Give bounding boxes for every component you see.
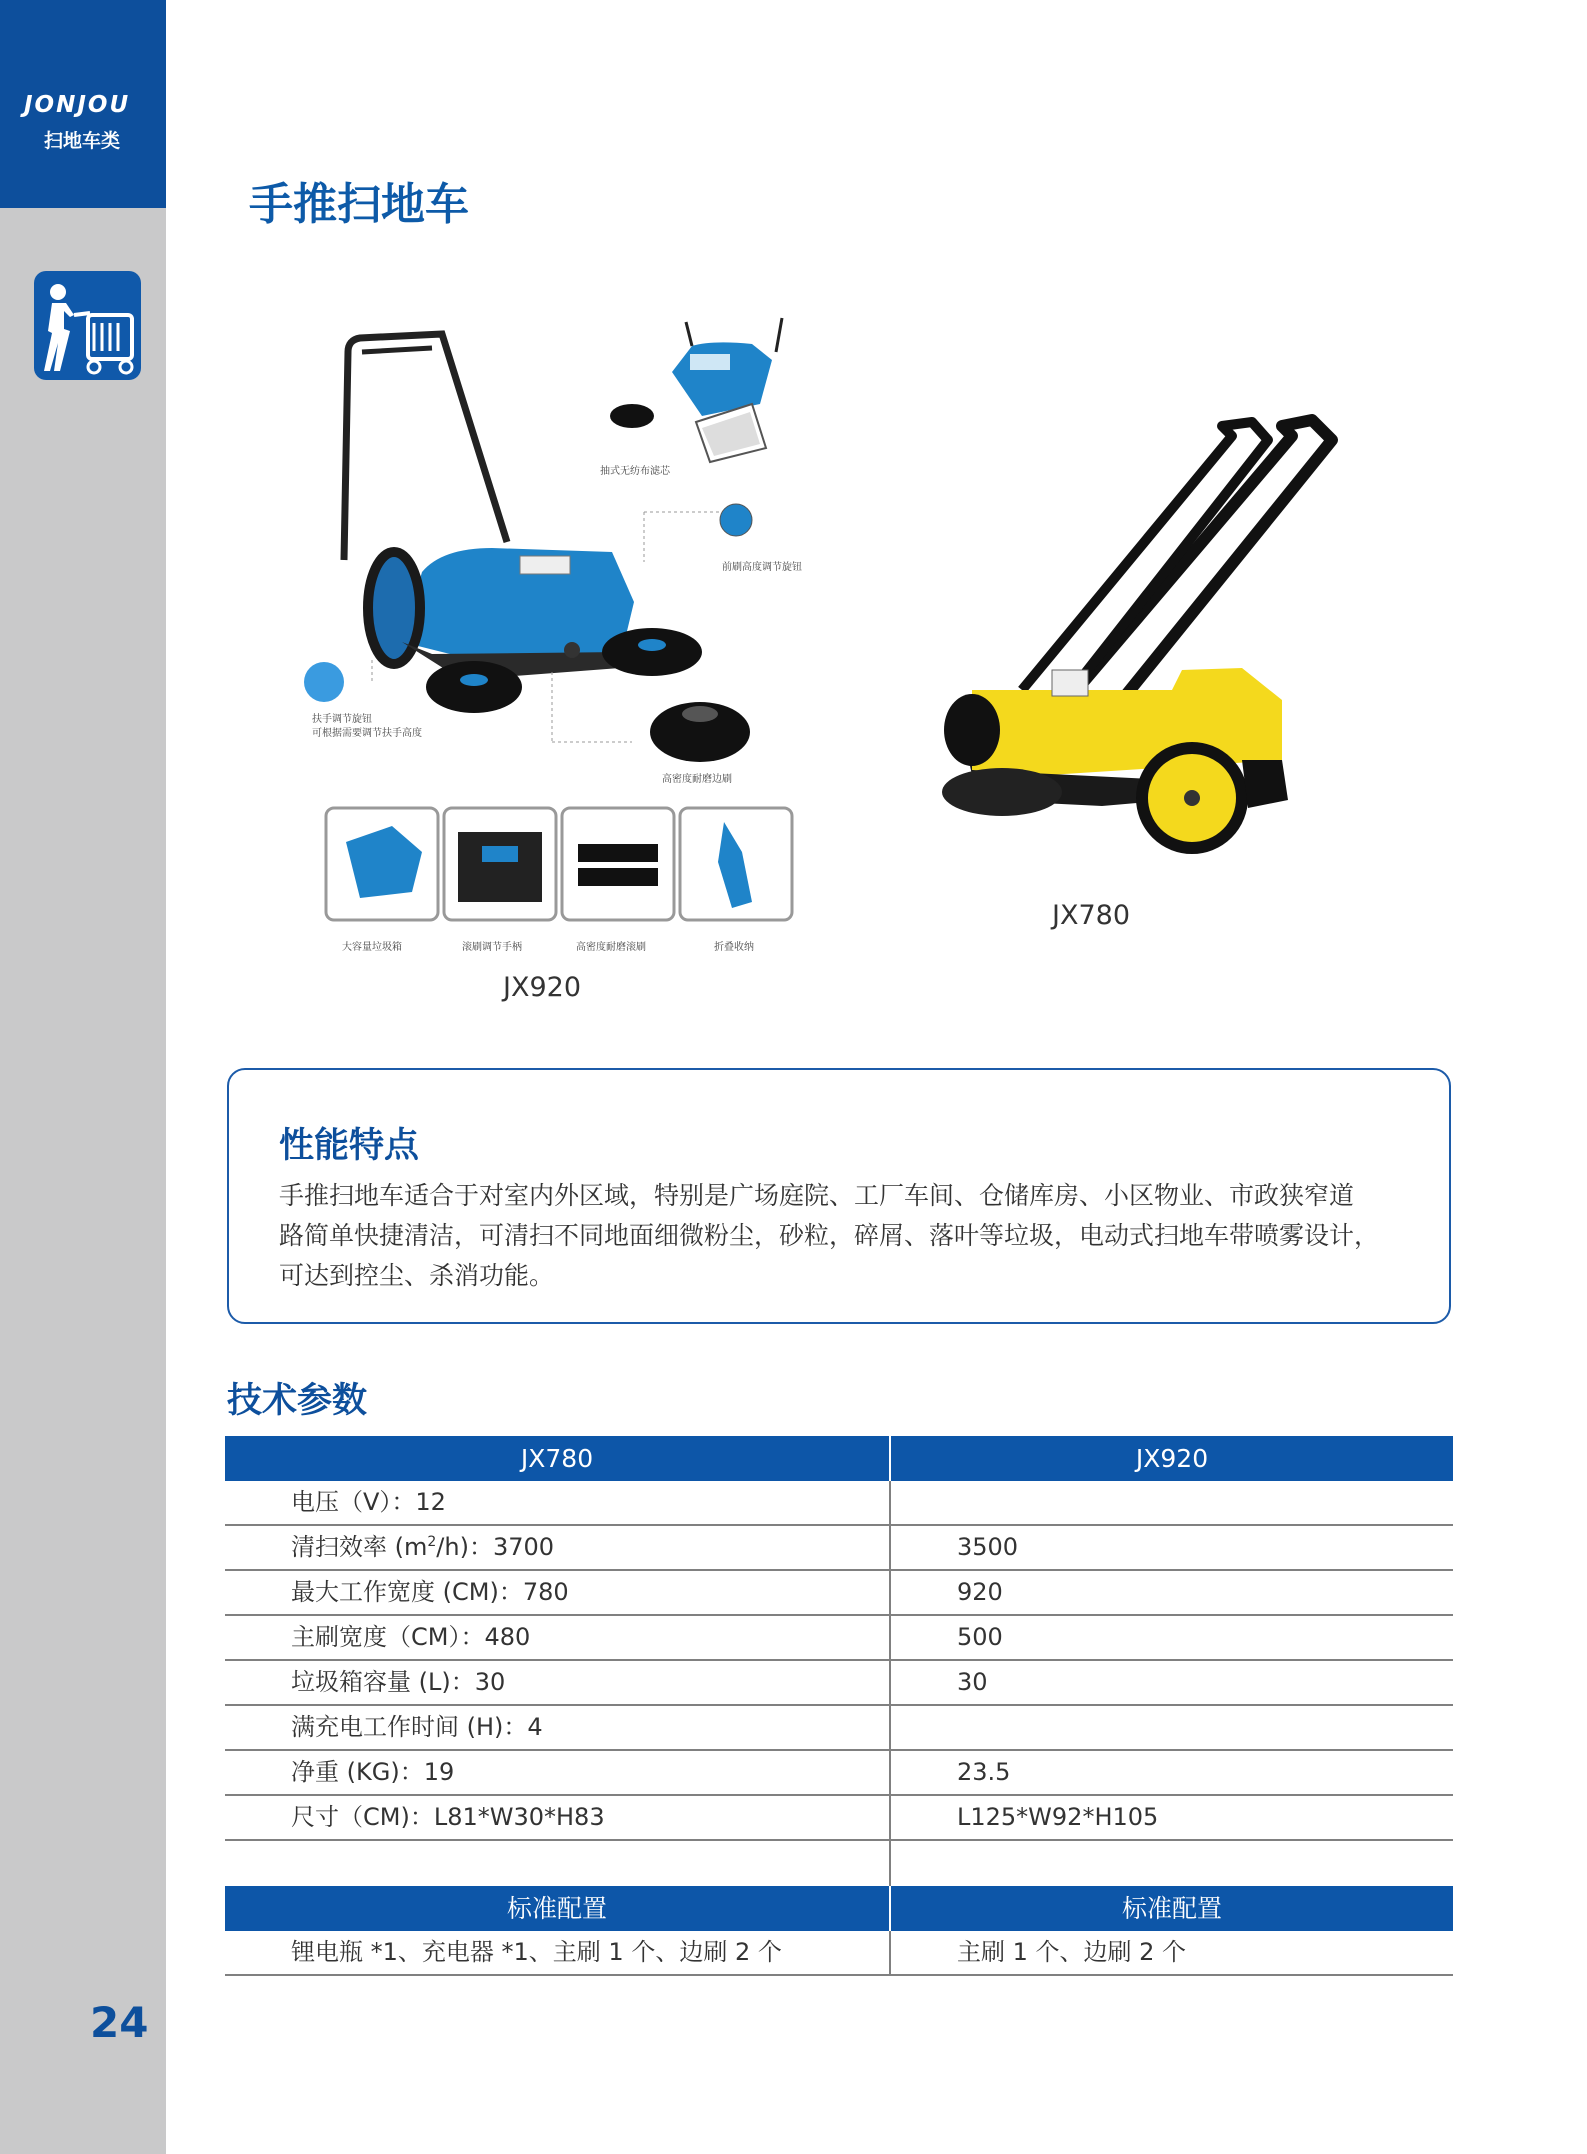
jx920-caption: JX920 [503,972,581,1003]
svg-text:高密度耐磨边刷: 高密度耐磨边刷 [662,774,732,785]
svg-text:抽式无纺布滤芯: 抽式无纺布滤芯 [600,466,670,477]
table-row [225,1526,1453,1571]
brand-block [0,0,166,208]
header-jx780: JX780 [225,1436,891,1481]
jx780-product-photo [872,400,1388,880]
cell-weight-jx920: 23.5 [957,1758,1011,1786]
svg-text:滚刷调节手柄: 滚刷调节手柄 [462,942,522,953]
cell-bin-capacity-jx920: 30 [957,1668,988,1696]
efficiency-label-b: /h)：3700 [436,1533,555,1561]
cell-efficiency-jx780 [225,1526,891,1569]
table-row [225,1661,1453,1706]
table-row [225,1571,1453,1616]
cell-runtime-jx920 [891,1706,1453,1749]
category-label: 扫地车类 [44,130,121,152]
page-number: 24 [90,1998,149,2047]
cell-size-jx780: 尺寸（CM)：L81*W30*H83 [225,1796,891,1839]
features-line: 手推扫地车适合于对室内外区域，特别是广场庭院、工厂车间、仓储库房、小区物业、市政狭窄道 [279,1181,1355,1210]
features-text [279,1176,1419,1296]
svg-text:折叠收纳: 折叠收纳 [714,942,754,953]
cell-brush-width-jx780: 主刷宽度（CM）：480 [225,1616,891,1659]
sweeper-person-icon [34,271,141,380]
cell-bin-capacity-jx780: 垃圾箱容量 (L)：30 [225,1661,891,1704]
cell-max-width-jx780: 最大工作宽度 (CM)：780 [225,1571,891,1614]
cell-voltage-jx920 [891,1481,1453,1524]
page-title: 手推扫地车 [249,179,469,230]
cell-max-width-jx920: 920 [957,1578,1003,1606]
config-header-jx780: 标准配置 [225,1886,891,1931]
features-box [227,1068,1451,1324]
jx920-product-photo [282,312,822,968]
table-row [225,1616,1453,1661]
config-header-jx920: 标准配置 [1121,1894,1222,1923]
table-row [225,1841,1453,1886]
table-row [225,1481,1453,1526]
svg-text:可根据需要调节扶手高度: 可根据需要调节扶手高度 [312,728,422,739]
config-jx780: 锂电瓶 *1、充电器 *1、主刷 1 个、边刷 2 个 [225,1931,891,1974]
tech-title: 技术参数 [227,1381,368,1421]
svg-text:大容量垃圾箱: 大容量垃圾箱 [342,942,402,953]
cell-efficiency-jx920: 3500 [957,1533,1019,1561]
config-header [225,1886,1453,1931]
features-title: 性能特点 [279,1126,420,1166]
table-row [225,1706,1453,1751]
cell-voltage-jx780: 电压（V）：12 [225,1481,891,1524]
svg-text:高密度耐磨滚刷: 高密度耐磨滚刷 [576,942,646,953]
cell-weight-jx780: 净重 (KG)：19 [225,1751,891,1794]
spec-table [225,1436,1453,1976]
cell-brush-width-jx920: 500 [957,1623,1003,1651]
config-jx920: 主刷 1 个、边刷 2 个 [957,1938,1187,1966]
cell-runtime-jx780: 满充电工作时间 (H)：4 [225,1706,891,1749]
table-header [225,1436,1453,1481]
table-row [225,1796,1453,1841]
jx780-caption: JX780 [1052,900,1130,931]
brand-logo: JONJOU [24,92,131,118]
efficiency-superscript: 2 [427,1534,437,1550]
cell-size-jx920: L125*W92*H105 [957,1803,1159,1831]
cell-empty-jx920 [891,1841,1453,1886]
table-row [225,1751,1453,1796]
svg-text:前刷高度调节旋钮: 前刷高度调节旋钮 [722,562,802,573]
features-line: 可达到控尘、杀消功能。 [279,1261,555,1290]
efficiency-label-a: 清扫效率 (m [291,1533,428,1561]
cell-empty-jx780 [225,1841,891,1886]
config-row [225,1931,1453,1976]
sidebar [0,0,166,2154]
header-jx920: JX920 [1135,1444,1209,1473]
svg-text:扶手调节旋钮: 扶手调节旋钮 [312,714,372,725]
features-line: 路简单快捷清洁，可清扫不同地面细微粉尘，砂粒，碎屑、落叶等垃圾，电动式扫地车带喷雾设计， [279,1221,1380,1250]
